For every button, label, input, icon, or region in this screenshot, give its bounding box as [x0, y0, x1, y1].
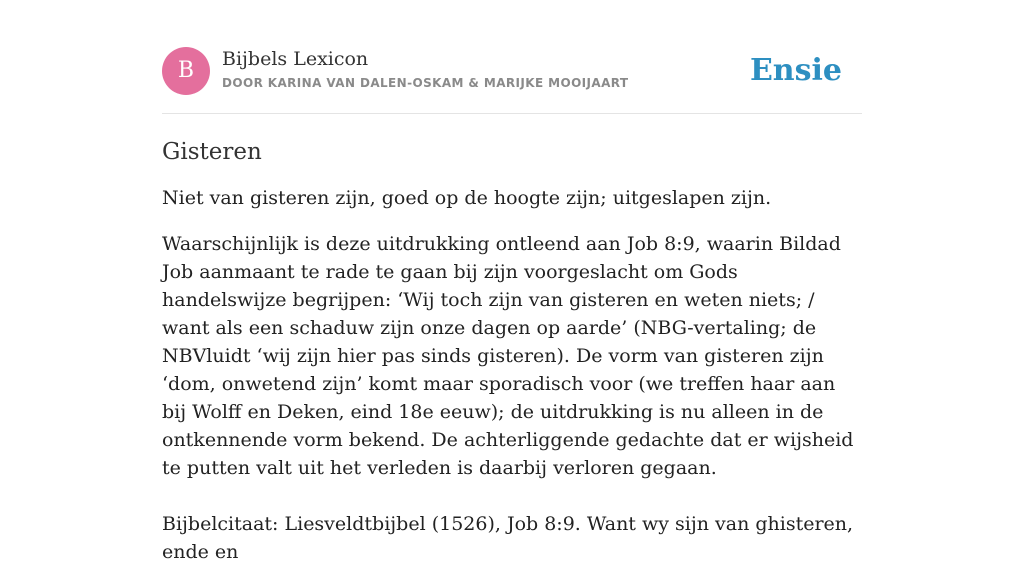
lexicon-authors: DOOR KARINA VAN DALEN-OSKAM & MARIJKE MOOIJAART	[222, 76, 629, 90]
header-divider	[162, 113, 862, 114]
entry-citation: Bijbelcitaat: Liesveldtbijbel (1526), Job 8:9. Want wy sijn van ghisteren, ende en	[162, 513, 854, 563]
ensie-logo-link[interactable]: Ensie	[749, 53, 842, 88]
entry-content	[162, 136, 862, 584]
lexicon-title[interactable]: Bijbels Lexicon	[222, 48, 369, 70]
entry-explanation: Waarschijnlijk is deze uitdrukking ontleend aan Job 8:9, waarin Bildad Job aanmaant te rade te gaan bij zijn voorgeslacht om Gods handelswijze begrijpen: ‘Wij toch zijn van gisteren en weten niets; / want als een schaduw zijn onze dagen op aarde’ (NBG-vertaling; de NBVluidt ‘wij zijn hier pas sinds gisteren). De vorm van gisteren zijn ‘dom, onwetend zijn’ komt maar sporadisch voor (we treffen haar aan bij Wolff en Deken, eind 18e eeuw); de uitdrukking is nu alleen in de ontkennende vorm bekend. De achterliggende gedachte dat er wijsheid te putten valt uit het verleden is daarbij verloren gegaan.	[162, 233, 854, 479]
spacer	[162, 500, 862, 510]
entry-title: Gisteren	[162, 139, 262, 165]
entry-definition: Niet van gisteren zijn, goed op de hoogte zijn; uitgeslapen zijn.	[162, 187, 772, 209]
lexicon-avatar[interactable]: B	[162, 47, 210, 95]
lexicon-header	[162, 47, 862, 95]
